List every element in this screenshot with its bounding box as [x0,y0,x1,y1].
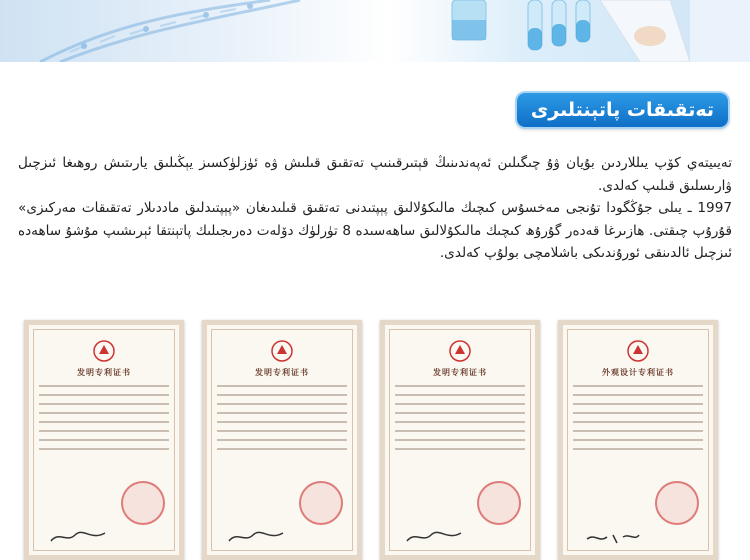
red-seal-stamp [477,481,521,525]
certificate-text-lines [573,385,703,457]
patent-certificate-4 [558,320,718,560]
section-title: تەتقىقات پاتېنتلىرى [530,99,714,121]
intro-text [18,152,732,265]
certificate-title: 发明专利证书 [433,367,487,377]
header-banner [0,0,750,62]
red-seal-stamp [121,481,165,525]
patent-emblem-icon [448,339,472,363]
red-seal-stamp [655,481,699,525]
certificate-gallery [24,320,730,542]
patent-certificate-2 [202,320,362,560]
patent-emblem-icon [270,339,294,363]
certificate-title: 发明专利证书 [255,367,309,377]
signature-mark [405,529,465,545]
intro-paragraph-2: 1997 ـ يىلى جۇڭگودا تۇنجى مەخسۇس كىچىك مالىكۇلالىق پېپتىدنى تەتقىق قىلىدىغان «پېپتىدلىق ماددىلار تەتقىقات مەركىزى» قۇرۇپ چىقتى. ھازىرغا قەدەر گۇرۇھ كىچىك مالىكۇلالىق ساھەسىدە 8 تۈرلۈك دۆلەت دەرىجىلىك پاتېنتقا ئېرىشىپ مۇشۇ ساھەدە ئىزچىل ئالدىنقى ئورۇندىكى باشلامچى بولۇپ كەلدى. [18,200,732,261]
certificate-text-lines [395,385,525,457]
signature-mark [583,529,643,545]
intro-paragraph-1: تەيىيتەي كۆپ يىللاردىن بۇيان ۋۇ چىگىلىن ئەپەندىنىڭ قېتىرقىنىپ تەتقىق قىلىش ۋە ئۈزلۈكسىز يېڭىلىق يارىتىش روھىغا ئىزچىل ۋارىسلىق قىلىپ كەلدى. [18,155,732,194]
patent-emblem-icon [626,339,650,363]
certificate-title: 发明专利证书 [77,367,131,377]
patent-emblem-icon [92,339,116,363]
banner-illustration [0,0,750,62]
patent-certificate-1 [24,320,184,560]
section-title-badge [517,93,728,127]
certificate-title: 外观设计专利证书 [602,367,674,377]
signature-mark [227,529,287,545]
certificate-text-lines [39,385,169,457]
patent-certificate-3 [380,320,540,560]
red-seal-stamp [299,481,343,525]
certificate-text-lines [217,385,347,457]
signature-mark [49,529,109,545]
